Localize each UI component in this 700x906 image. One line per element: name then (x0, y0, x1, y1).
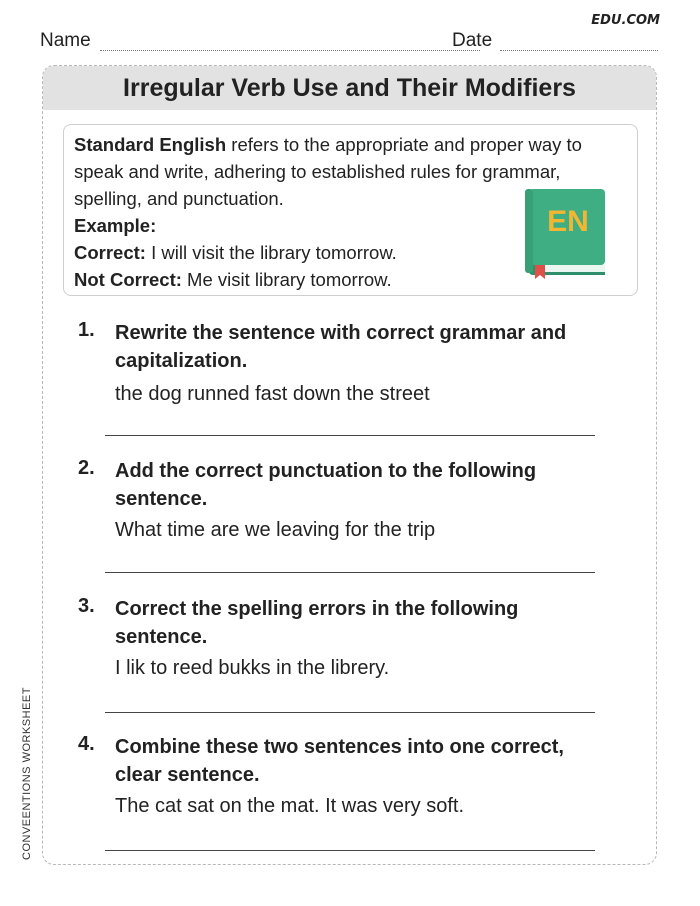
name-field-line[interactable] (100, 50, 480, 51)
example-heading: Example: (74, 215, 157, 236)
question-sentence: I lik to reed bukks in the librery. (115, 657, 390, 679)
answer-line-2[interactable] (105, 572, 595, 573)
question-prompt: Rewrite the sentence with correct grammar and capitalization. (115, 322, 567, 372)
incorrect-label: Not Correct: (74, 269, 182, 290)
definition-box (63, 124, 638, 296)
question-sentence: The cat sat on the mat. It was very soft. (115, 795, 465, 817)
question-prompt: Correct the spelling errors in the following sentence. (115, 598, 519, 648)
question-sentence: What time are we leaving for the trip (115, 519, 436, 541)
name-date-row (40, 30, 660, 54)
brand-logo: EDU.COM (591, 13, 660, 28)
correct-label: Correct: (74, 242, 146, 263)
question-number: 1. (78, 319, 95, 341)
correct-text: I will visit the library tomorrow. (145, 242, 397, 263)
definition-term: Standard English (74, 134, 227, 155)
question-number: 3. (78, 595, 95, 617)
definition-body: refers to the appropriate and proper way to speak and write, adhering to established rules for grammar, spelling, and punctuation. (74, 134, 582, 209)
question-prompt: Add the correct punctuation to the following sentence. (115, 460, 537, 510)
answer-line-1[interactable] (105, 435, 595, 436)
question-sentence: the dog runned fast down the street (115, 383, 430, 405)
date-label: Date (452, 30, 493, 51)
answer-line-3[interactable] (105, 712, 595, 713)
english-book-icon (521, 187, 611, 279)
worksheet-title: Irregular Verb Use and Their Modifiers (43, 66, 656, 110)
question-number: 2. (78, 457, 95, 479)
worksheet-type-label: CONVEENTIONS WORKSHEET (21, 687, 33, 860)
answer-line-4[interactable] (105, 850, 595, 851)
question-number: 4. (78, 733, 95, 755)
incorrect-text: Me visit library tomorrow. (181, 269, 392, 290)
date-field-line[interactable] (500, 50, 658, 51)
question-prompt: Combine these two sentences into one correct, clear sentence. (115, 736, 564, 786)
book-label: EN (547, 205, 589, 238)
name-label: Name (40, 30, 91, 51)
